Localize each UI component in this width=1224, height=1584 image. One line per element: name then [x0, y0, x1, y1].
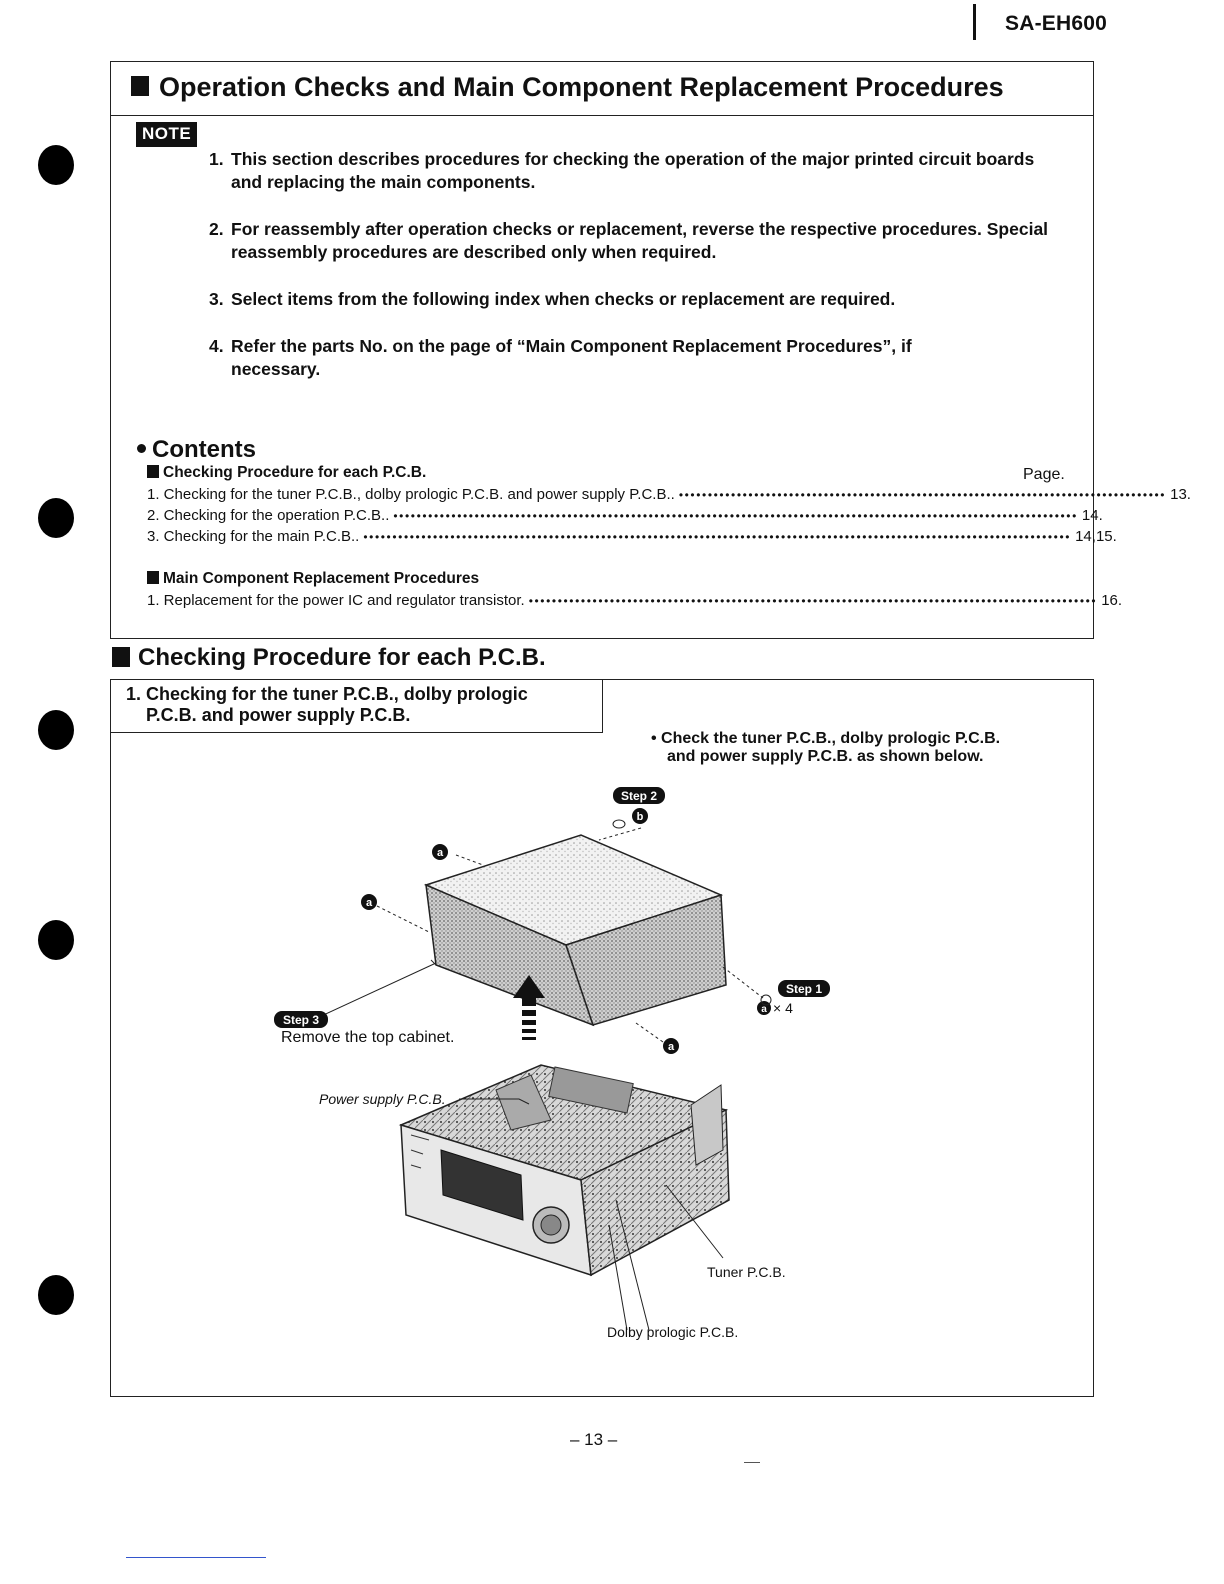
- page-number: – 13 –: [570, 1430, 618, 1449]
- notes-list: [209, 148, 1069, 405]
- note-item: 4. Refer the parts No. on the page of “Main Component Replacement Procedures”, if necessary.: [209, 336, 912, 379]
- screw-b-icon: [632, 808, 648, 824]
- toc-entry[interactable]: 1. Replacement for the power IC and regulator transistor. •••••••••••••••••••••••••••••••••••••••••••••••••••••••••••••••••••••••••••••••••••••••••••••••••• 16.: [147, 592, 1123, 609]
- punch-hole: [38, 710, 74, 750]
- remove-cabinet-label: Remove the top cabinet.: [281, 1029, 455, 1046]
- square-bullet-icon: [147, 571, 159, 584]
- svg-text:a: a: [667, 1041, 675, 1053]
- leader-dots: ••••••••••••••••••••••••••••••••••••••••••••••••••••••••••••••••••••••••••••••••••••: [678, 488, 1167, 502]
- contents-title: Contents: [137, 436, 256, 464]
- leader-dots: ••••••••••••••••••••••••••••••••••••••••••••••••••••••••••••••••••••••••••••••••••••••••••••••••••: [528, 594, 1098, 608]
- checking-procedure-header: Checking Procedure for each P.C.B.: [147, 464, 426, 482]
- punch-hole: [38, 1275, 74, 1315]
- note-item: 2. For reassembly after operation checks or replacement, reverse the respective procedures. Special reassembly procedures are described only when required.: [209, 219, 1049, 262]
- screw-count: × 4: [773, 1000, 793, 1016]
- svg-text:a: a: [761, 1004, 767, 1015]
- svg-text:b: b: [636, 811, 644, 823]
- note-item: 3. Select items from the following index when checks or replacement are required.: [209, 289, 896, 309]
- step1-badge: [778, 980, 830, 997]
- replacement-procedure-header: Main Component Replacement Procedures: [147, 570, 479, 588]
- screw-icon: [613, 820, 625, 828]
- svg-text:Step 1: Step 1: [785, 982, 823, 996]
- punch-hole: [38, 920, 74, 960]
- screw-a-icon: [757, 1001, 771, 1015]
- leader-dots: ••••••••••••••••••••••••••••••••••••••••••••••••••••••••••••••••••••••••••••••••••••••••••••••••••••••••••••••••••••••••••: [363, 530, 1072, 544]
- leader-dots: ••••••••••••••••••••••••••••••••••••••••••••••••••••••••••••••••••••••••••••••••••••••••••••••••••••••••••••••••••••••: [393, 509, 1078, 523]
- note-badge: NOTE: [136, 122, 197, 147]
- square-bullet-icon: [131, 76, 149, 96]
- subsection-title: 1. Checking for the tuner P.C.B., dolby prologic P.C.B. and power supply P.C.B.: [126, 684, 528, 725]
- toc-entry[interactable]: 3. Checking for the main P.C.B.. •••••••••••••••••••••••••••••••••••••••••••••••••••••••••••••••••••••••••••••••••••••••••••••••••••••••••••••••••••••••••• 14,15.: [147, 528, 1117, 545]
- header-divider: [973, 4, 976, 40]
- power-supply-label: Power supply P.C.B.: [319, 1091, 446, 1107]
- receiver-chassis: [401, 1065, 729, 1275]
- note-item: 1. This section describes procedures for checking the operation of the major printed circuit boards and replacing the main components.: [209, 149, 1035, 192]
- square-bullet-icon: [147, 465, 159, 478]
- operation-checks-section: [110, 61, 1191, 639]
- svg-text:Step 2: Step 2: [620, 789, 658, 803]
- tuner-pcb-label: Tuner P.C.B.: [707, 1264, 786, 1280]
- footer-mark: [744, 1462, 760, 1463]
- screw-a-icon: [432, 844, 448, 860]
- punch-hole: [38, 498, 74, 538]
- svg-text:a: a: [436, 847, 444, 859]
- dolby-pcb-label: Dolby prologic P.C.B.: [607, 1324, 739, 1340]
- section-header: [111, 62, 1093, 116]
- toc-entry[interactable]: 2. Checking for the operation P.C.B.. •••••••••••••••••••••••••••••••••••••••••••••••••••••••••••••••••••••••••••••••••••••••••••••••••••••••••••••••••••••• 14.: [147, 507, 1103, 524]
- page-column-label: Page.: [1023, 466, 1065, 483]
- checking-procedure-title: Checking Procedure for each P.C.B.: [112, 644, 546, 672]
- step3-badge: [274, 1011, 328, 1028]
- disassembly-diagram: [111, 680, 1091, 1394]
- checking-procedure-section: [110, 679, 1094, 1397]
- screw-a-icon: [361, 894, 377, 910]
- step3-leader-line: [317, 963, 436, 1018]
- svg-text:Step 3: Step 3: [282, 1013, 320, 1027]
- bullet-icon: [137, 444, 146, 453]
- top-cabinet: [426, 835, 726, 1025]
- section-title: Operation Checks and Main Component Replacement Procedures: [131, 72, 1004, 103]
- model-number: SA-EH600: [1005, 12, 1107, 35]
- step2-badge: [613, 787, 665, 804]
- screw-a-icon: [663, 1038, 679, 1054]
- footer-line: [126, 1557, 266, 1558]
- square-bullet-icon: [112, 647, 130, 667]
- check-instruction: • Check the tuner P.C.B., dolby prologic P.C.B. and power supply P.C.B. as shown below.: [651, 730, 1001, 765]
- svg-text:a: a: [365, 897, 373, 909]
- toc-entry[interactable]: 1. Checking for the tuner P.C.B., dolby prologic P.C.B. and power supply P.C.B.. •••••••••••••••••••••••••••••••••••••••••••••••••••••••••••••••••••••••••••••••••••• 13.: [147, 486, 1191, 503]
- punch-hole: [38, 145, 74, 185]
